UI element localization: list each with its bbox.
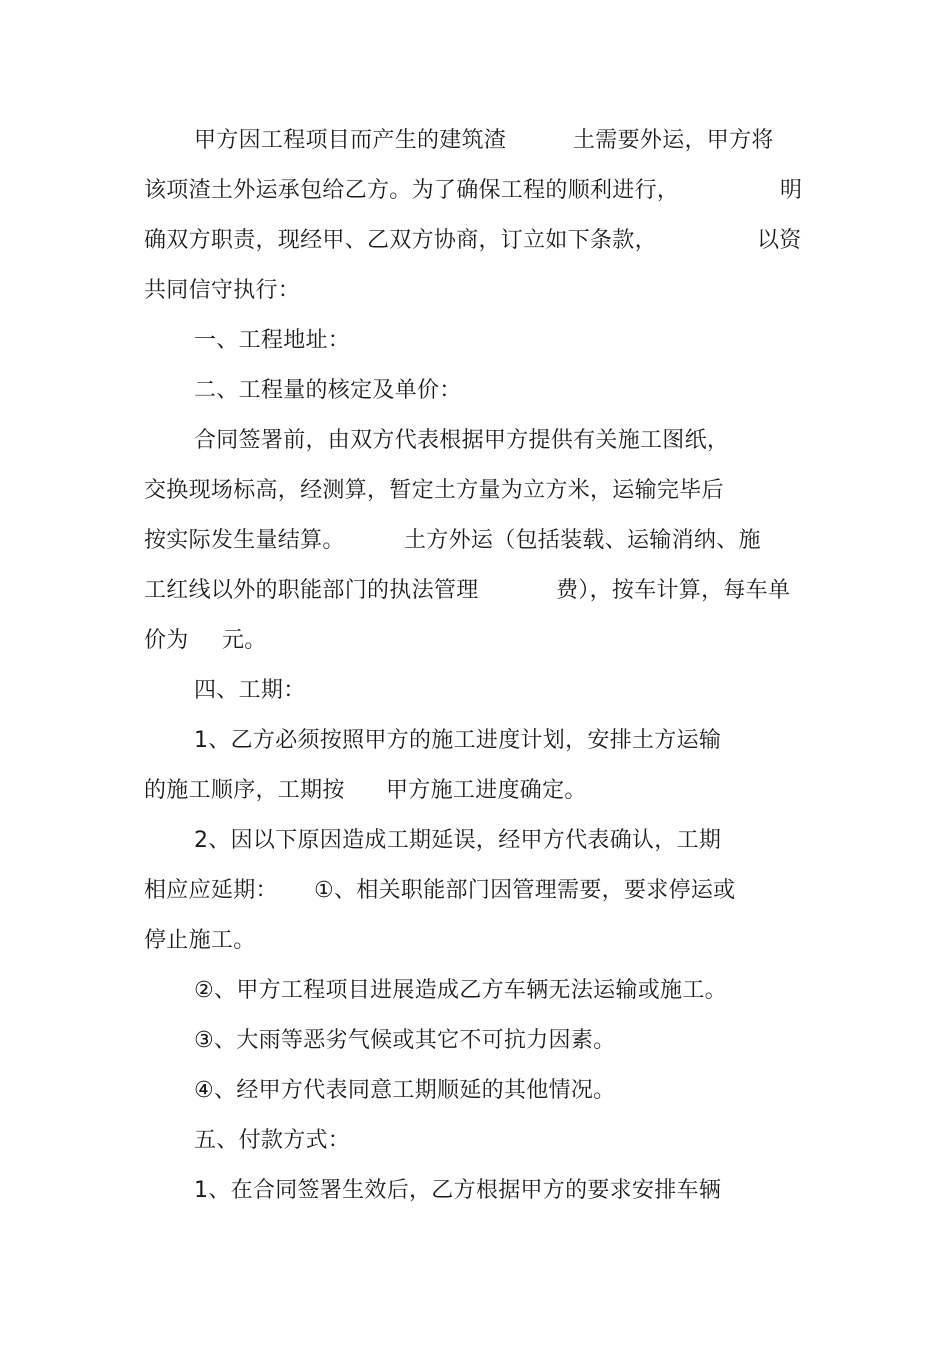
list-item bbox=[0, 1026, 950, 1056]
text-line bbox=[0, 726, 950, 756]
text-line bbox=[0, 1176, 950, 1206]
text-line bbox=[0, 526, 950, 556]
text-line bbox=[0, 226, 950, 256]
text-line bbox=[0, 826, 950, 856]
section-heading bbox=[0, 1126, 950, 1156]
text-line bbox=[0, 926, 950, 956]
text-segment: 按实际发生量结算。 bbox=[144, 528, 345, 553]
text-segment: 以资 bbox=[757, 228, 802, 253]
text-segment: ①、相关职能部门因管理需要，要求停运或 bbox=[314, 878, 736, 903]
text-segment: 甲方施工进度确定。 bbox=[386, 778, 587, 803]
text-segment: 二、工程量的核定及单价： bbox=[194, 378, 462, 403]
list-item bbox=[0, 1076, 950, 1106]
text-segment: 一、工程地址： bbox=[194, 328, 351, 353]
text-line bbox=[0, 776, 950, 806]
text-segment: 合同签署前，由双方代表根据甲方提供有关施工图纸， bbox=[194, 428, 730, 453]
text-segment: 五、付款方式： bbox=[194, 1128, 351, 1153]
list-item bbox=[0, 976, 950, 1006]
text-segment: ②、甲方工程项目进展造成乙方车辆无法运输或施工。 bbox=[194, 978, 727, 1003]
text-segment: 土方外运（包括装载、运输消纳、施 bbox=[404, 528, 761, 553]
text-segment: 费），按车计算，每车单 bbox=[556, 578, 791, 603]
text-segment: 1、乙方必须按照甲方的施工进度计划，安排土方运输 bbox=[194, 728, 722, 753]
text-segment: 甲方因工程项目而产生的建筑渣 bbox=[194, 128, 507, 153]
section-heading bbox=[0, 326, 950, 356]
text-segment: 土需要外运，甲方将 bbox=[573, 128, 774, 153]
text-segment: 确双方职责，现经甲、乙双方协商，订立如下条款， bbox=[144, 228, 657, 253]
text-segment: 元。 bbox=[222, 628, 267, 653]
text-line bbox=[0, 476, 950, 506]
text-segment: 的施工顺序，工期按 bbox=[144, 778, 345, 803]
text-line bbox=[0, 426, 950, 456]
text-segment: ③、大雨等恶劣气候或其它不可抗力因素。 bbox=[194, 1028, 616, 1053]
text-segment: 该项渣土外运承包给乙方。为了确保工程的顺利进行， bbox=[144, 178, 680, 203]
text-segment: ④、经甲方代表同意工期顺延的其他情况。 bbox=[194, 1078, 616, 1103]
text-segment: 1、在合同签署生效后，乙方根据甲方的要求安排车辆 bbox=[194, 1178, 722, 1203]
text-segment: 交换现场标高，经测算，暂定土方量为立方米，运输完毕后 bbox=[144, 478, 724, 503]
text-segment: 2、因以下原因造成工期延误，经甲方代表确认，工期 bbox=[194, 828, 722, 853]
text-segment: 相应应延期： bbox=[144, 878, 278, 903]
text-segment: 工红线以外的职能部门的执法管理 bbox=[144, 578, 479, 603]
text-line bbox=[0, 276, 950, 306]
text-segment: 四、工期： bbox=[194, 678, 306, 703]
text-line bbox=[0, 126, 950, 156]
section-heading bbox=[0, 676, 950, 706]
text-line bbox=[0, 876, 950, 906]
text-segment: 明 bbox=[780, 178, 803, 203]
text-segment: 价为 bbox=[144, 628, 189, 653]
text-line bbox=[0, 576, 950, 606]
text-segment: 停止施工。 bbox=[144, 928, 256, 953]
text-segment: 共同信守执行： bbox=[144, 278, 301, 303]
text-line bbox=[0, 626, 950, 656]
text-line bbox=[0, 176, 950, 206]
section-heading bbox=[0, 376, 950, 406]
